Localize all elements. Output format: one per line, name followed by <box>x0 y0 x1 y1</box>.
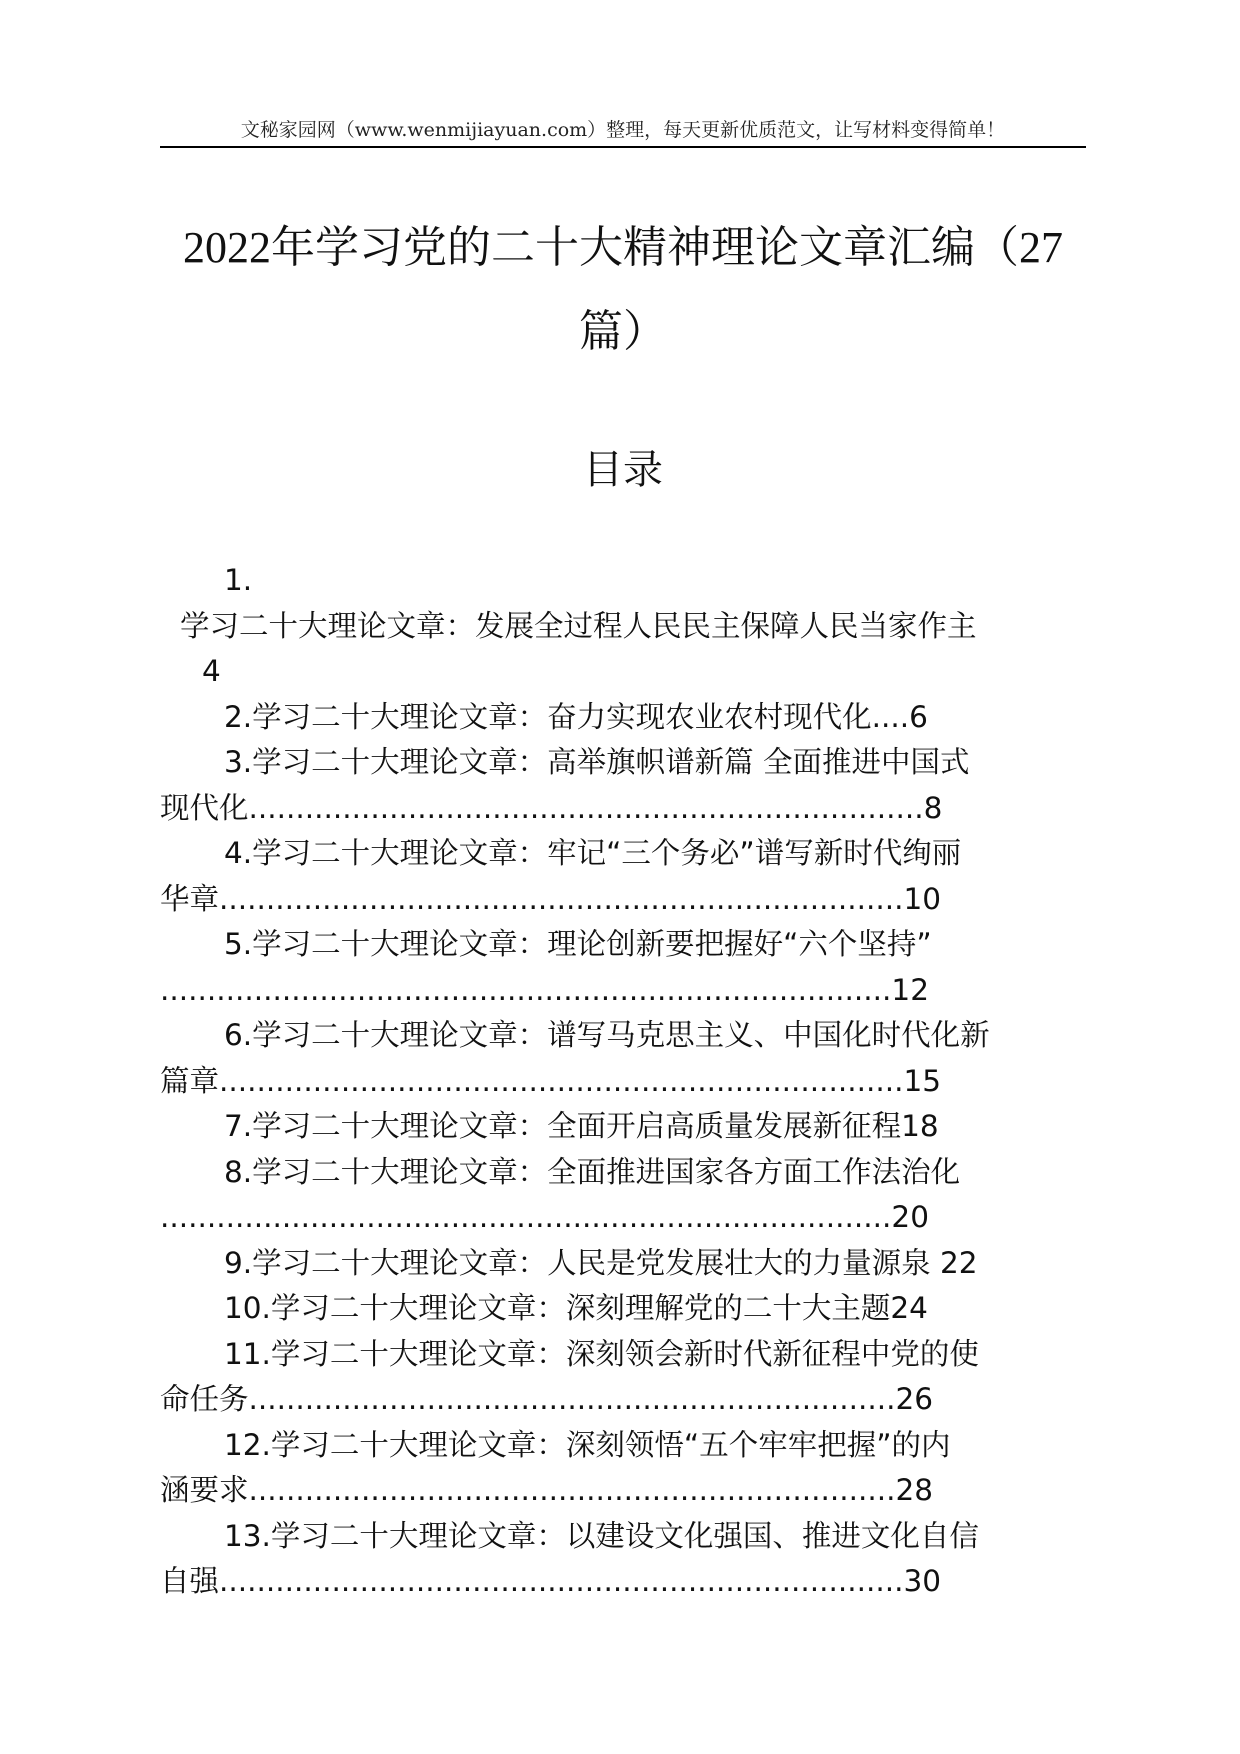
toc-line[interactable]: 自强.........................................................................30 <box>160 1564 942 1598</box>
toc-line[interactable]: 篇章.........................................................................15 <box>160 1063 942 1098</box>
toc-line[interactable]: ..............................................................................12 <box>160 972 929 1007</box>
toc-line[interactable]: 3.学习二十大理论文章：高举旗帜谱新篇 全面推进中国式 <box>224 745 970 779</box>
toc-line[interactable]: 5.学习二十大理论文章：理论创新要把握好“六个坚持” <box>224 927 932 961</box>
page-header: 文秘家园网（www.wenmijiayuan.com）整理，每天更新优质范文，让写材料变得简单！ <box>240 119 1006 141</box>
document-title-line-1: 2022年学习党的二十大精神理论文章汇编（27 <box>183 223 1063 272</box>
toc-line[interactable]: 11.学习二十大理论文章：深刻领会新时代新征程中党的使 <box>224 1336 979 1371</box>
toc-line[interactable]: 学习二十大理论文章：发展全过程人民民主保障人民当家作主 <box>180 608 977 643</box>
toc-line[interactable]: 10.学习二十大理论文章：深刻理解党的二十大主题24 <box>224 1291 928 1325</box>
header-rule <box>160 146 1086 148</box>
toc-line[interactable]: 涵要求.....................................................................28 <box>160 1473 934 1507</box>
document-title-line-2: 篇） <box>579 307 667 356</box>
toc-line[interactable]: 现代化........................................................................8 <box>160 790 943 825</box>
toc-line[interactable]: 12.学习二十大理论文章：深刻领悟“五个牢牢把握”的内 <box>224 1427 951 1462</box>
toc-heading: 目录 <box>583 447 663 493</box>
toc-line[interactable]: 6.学习二十大理论文章：谱写马克思主义、中国化时代化新 <box>224 1018 990 1052</box>
toc-line[interactable]: 13.学习二十大理论文章：以建设文化强国、推进文化自信 <box>224 1518 979 1553</box>
toc-line[interactable]: 8.学习二十大理论文章：全面推进国家各方面工作法治化 <box>224 1154 961 1189</box>
toc-line[interactable]: 4.学习二十大理论文章：牢记“三个务必”谱写新时代绚丽 <box>224 836 962 870</box>
toc-line[interactable]: 命任务.....................................................................26 <box>160 1382 934 1416</box>
toc-line[interactable]: ..............................................................................20 <box>160 1200 929 1234</box>
toc-line[interactable]: 华章.........................................................................10 <box>160 881 942 916</box>
toc-line[interactable]: 9.学习二十大理论文章：人民是党发展壮大的力量源泉 22 <box>224 1245 978 1280</box>
toc-line[interactable]: 4 <box>202 654 221 688</box>
toc-line[interactable]: 1. <box>224 563 253 597</box>
document-title <box>160 206 1086 374</box>
toc-line[interactable]: 2.学习二十大理论文章：奋力实现农业农村现代化....6 <box>224 699 928 734</box>
toc-line[interactable]: 7.学习二十大理论文章：全面开启高质量发展新征程18 <box>224 1109 939 1143</box>
table-of-contents <box>160 558 1086 1605</box>
